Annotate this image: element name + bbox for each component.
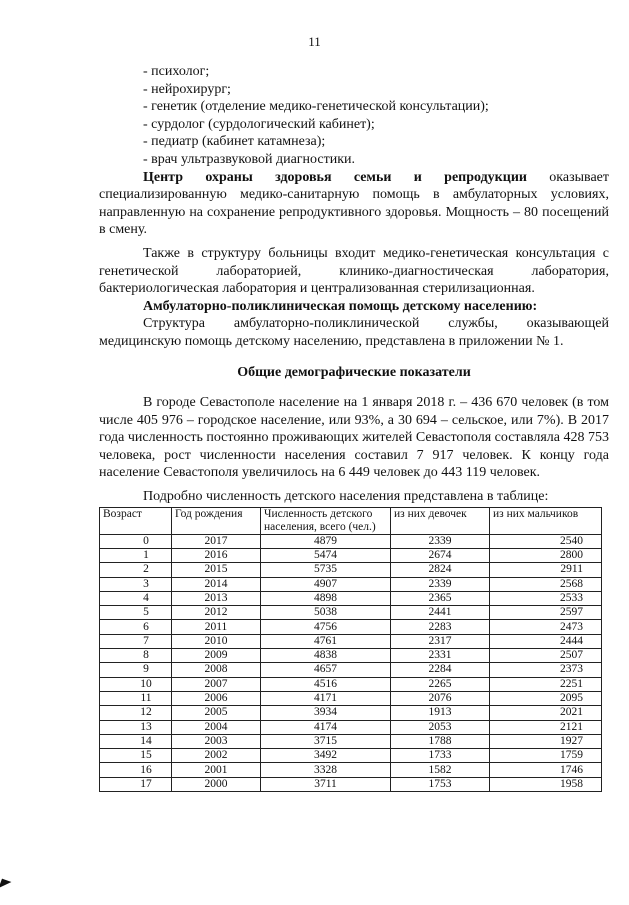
table-row xyxy=(100,706,602,720)
cell-girls: 2365 xyxy=(391,591,490,605)
table-row xyxy=(100,649,602,663)
cell-girls: 1733 xyxy=(391,749,490,763)
cell-total: 4761 xyxy=(261,634,391,648)
cell-birth-year: 2006 xyxy=(172,691,261,705)
cell-total: 3711 xyxy=(261,777,391,791)
table-row xyxy=(100,563,602,577)
cell-total: 4898 xyxy=(261,591,391,605)
cell-birth-year: 2003 xyxy=(172,734,261,748)
page-number: 11 xyxy=(308,34,321,49)
cell-age: 15 xyxy=(100,749,172,763)
cell-boys: 2507 xyxy=(490,649,602,663)
cell-boys: 2021 xyxy=(490,706,602,720)
cell-age: 0 xyxy=(100,534,172,548)
cell-birth-year: 2001 xyxy=(172,763,261,777)
cell-age: 6 xyxy=(100,620,172,634)
table-row xyxy=(100,663,602,677)
specialist-list xyxy=(99,63,609,169)
table-row xyxy=(100,749,602,763)
cell-total: 5735 xyxy=(261,563,391,577)
table-row xyxy=(100,548,602,562)
cell-total: 4174 xyxy=(261,720,391,734)
cell-boys: 2568 xyxy=(490,577,602,591)
cell-girls: 1582 xyxy=(391,763,490,777)
page-corner-mark xyxy=(0,879,11,892)
cell-total: 3715 xyxy=(261,734,391,748)
table-row xyxy=(100,591,602,605)
cell-birth-year: 2012 xyxy=(172,606,261,620)
cell-age: 13 xyxy=(100,720,172,734)
cell-birth-year: 2004 xyxy=(172,720,261,734)
list-item: - нейрохирург; xyxy=(143,81,231,97)
cell-birth-year: 2002 xyxy=(172,749,261,763)
cell-age: 12 xyxy=(100,706,172,720)
cell-total: 3492 xyxy=(261,749,391,763)
cell-total: 5038 xyxy=(261,606,391,620)
cell-girls: 2076 xyxy=(391,691,490,705)
cell-birth-year: 2016 xyxy=(172,548,261,562)
table-row xyxy=(100,734,602,748)
cell-girls: 2441 xyxy=(391,606,490,620)
cell-boys: 2444 xyxy=(490,634,602,648)
cell-age: 9 xyxy=(100,663,172,677)
cell-birth-year: 2011 xyxy=(172,620,261,634)
cell-total: 4171 xyxy=(261,691,391,705)
cell-age: 16 xyxy=(100,763,172,777)
cell-boys: 2251 xyxy=(490,677,602,691)
cell-boys: 2473 xyxy=(490,620,602,634)
cell-total: 5474 xyxy=(261,548,391,562)
cell-age: 8 xyxy=(100,649,172,663)
header-birth-year: Год рождения xyxy=(172,507,261,534)
cell-girls: 2339 xyxy=(391,577,490,591)
table-row xyxy=(100,634,602,648)
table-row xyxy=(100,720,602,734)
cell-total: 3328 xyxy=(261,763,391,777)
cell-girls: 2283 xyxy=(391,620,490,634)
ambulatory-heading: Амбулаторно-поликлиническая помощь детскому населению: xyxy=(143,298,538,314)
cell-total: 4838 xyxy=(261,649,391,663)
cell-birth-year: 2013 xyxy=(172,591,261,605)
cell-birth-year: 2017 xyxy=(172,534,261,548)
cell-boys: 1759 xyxy=(490,749,602,763)
header-age: Возраст xyxy=(100,507,172,534)
cell-birth-year: 2007 xyxy=(172,677,261,691)
table-row xyxy=(100,534,602,548)
cell-girls: 1753 xyxy=(391,777,490,791)
cell-total: 4907 xyxy=(261,577,391,591)
header-total: Численность детского населения, всего (чел.) xyxy=(261,507,391,534)
list-item: - врач ультразвуковой диагностики. xyxy=(143,151,355,167)
cell-boys: 2597 xyxy=(490,606,602,620)
cell-age: 1 xyxy=(100,548,172,562)
cell-boys: 1927 xyxy=(490,734,602,748)
header-girls: из них девочек xyxy=(391,507,490,534)
cell-birth-year: 2015 xyxy=(172,563,261,577)
cell-boys: 2121 xyxy=(490,720,602,734)
structure-paragraph: Также в структуру больницы входит медико-генетическая консультация с генетической лабораторией, клинико-диагностическая лаборатория, бактериологическая лаборатория и централизованная стерилизационная. xyxy=(99,245,609,297)
table-intro: Подробно численность детского населения представлена в таблице: xyxy=(143,489,549,505)
cell-birth-year: 2008 xyxy=(172,663,261,677)
cell-birth-year: 2010 xyxy=(172,634,261,648)
children-population-table xyxy=(99,507,602,792)
cell-boys: 1958 xyxy=(490,777,602,791)
cell-girls: 2674 xyxy=(391,548,490,562)
table-row xyxy=(100,763,602,777)
cell-girls: 2053 xyxy=(391,720,490,734)
cell-age: 7 xyxy=(100,634,172,648)
cell-girls: 2265 xyxy=(391,677,490,691)
cell-birth-year: 2005 xyxy=(172,706,261,720)
cell-age: 17 xyxy=(100,777,172,791)
list-item: - сурдолог (сурдологический кабинет); xyxy=(143,116,375,132)
section-title: Общие демографические показатели xyxy=(237,364,471,380)
cell-birth-year: 2014 xyxy=(172,577,261,591)
center-description: оказывает специализированную медико-санитарную помощь в амбулаторных условиях, направленную на сохранение репродуктивного здоровья. Мощность – 80 посещений в смену. xyxy=(99,169,609,238)
table-row xyxy=(100,677,602,691)
cell-girls: 2331 xyxy=(391,649,490,663)
cell-age: 11 xyxy=(100,691,172,705)
cell-girls: 2824 xyxy=(391,563,490,577)
cell-girls: 1913 xyxy=(391,706,490,720)
header-boys: из них мальчиков xyxy=(490,507,602,534)
cell-boys: 2095 xyxy=(490,691,602,705)
cell-total: 4516 xyxy=(261,677,391,691)
cell-boys: 2911 xyxy=(490,563,602,577)
cell-birth-year: 2009 xyxy=(172,649,261,663)
table-row xyxy=(100,577,602,591)
table-row xyxy=(100,777,602,791)
cell-age: 2 xyxy=(100,563,172,577)
cell-total: 4756 xyxy=(261,620,391,634)
cell-age: 14 xyxy=(100,734,172,748)
list-item: - педиатр (кабинет катамнеза); xyxy=(143,134,326,150)
document-body xyxy=(99,63,609,792)
table-row xyxy=(100,606,602,620)
cell-age: 3 xyxy=(100,577,172,591)
table-row xyxy=(100,691,602,705)
cell-girls: 2284 xyxy=(391,663,490,677)
center-name: Центр охраны здоровья семьи и репродукции xyxy=(143,169,527,185)
cell-girls: 1788 xyxy=(391,734,490,748)
cell-age: 4 xyxy=(100,591,172,605)
cell-total: 4657 xyxy=(261,663,391,677)
cell-boys: 2373 xyxy=(490,663,602,677)
cell-age: 10 xyxy=(100,677,172,691)
cell-boys: 1746 xyxy=(490,763,602,777)
table-header-row xyxy=(100,507,602,534)
cell-girls: 2317 xyxy=(391,634,490,648)
cell-boys: 2540 xyxy=(490,534,602,548)
cell-total: 3934 xyxy=(261,706,391,720)
cell-boys: 2533 xyxy=(490,591,602,605)
cell-boys: 2800 xyxy=(490,548,602,562)
list-item: - психолог; xyxy=(143,64,210,79)
list-item: - генетик (отделение медико-генетической консультации); xyxy=(143,99,489,115)
cell-girls: 2339 xyxy=(391,534,490,548)
demographics-paragraph: В городе Севастополе население на 1 января 2018 г. – 436 670 человек (в том числе 405 976 – городское население, или 93%, а 30 694 – сельское, или 7%). В 2017 года численность постоянно проживающих жителей Севастополя составляла 428 753 человека, рост численности населения составил 7 917 человек. К концу года население Севастополя увеличилось на 6 449 человек до 443 119 человек. xyxy=(99,395,609,481)
table-body xyxy=(100,534,602,791)
table-row xyxy=(100,620,602,634)
cell-birth-year: 2000 xyxy=(172,777,261,791)
cell-total: 4879 xyxy=(261,534,391,548)
ambulatory-paragraph: Структура амбулаторно-поликлинической службы, оказывающей медицинскую помощь детскому населению, представлена в приложении № 1. xyxy=(99,316,609,349)
cell-age: 5 xyxy=(100,606,172,620)
center-paragraph xyxy=(99,169,609,239)
